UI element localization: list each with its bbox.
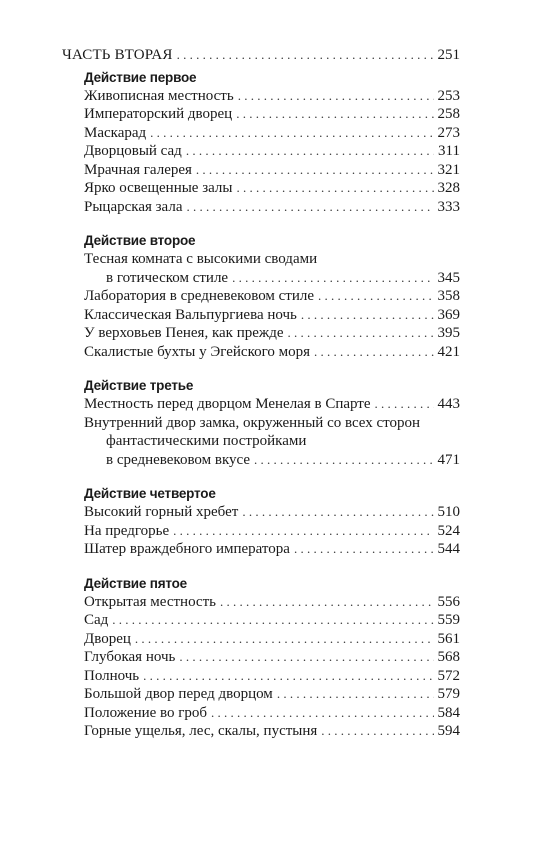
entry-title: Рыцарская зала: [84, 198, 183, 215]
entry-page-number: 369: [437, 306, 460, 323]
dot-leader: [220, 593, 434, 612]
entry-title: Горные ущелья, лес, скалы, пустыня: [84, 723, 318, 739]
entry-title-line: Внутренний двор замка, окруженный со всех сторон: [84, 414, 421, 431]
entry-page-number: 568: [437, 649, 460, 665]
entry-title: Ярко освещенные залы: [84, 180, 233, 196]
dot-leader: [321, 722, 433, 741]
dot-leader: [237, 179, 434, 198]
entry-page-number: 561: [437, 630, 460, 647]
toc-entry: [84, 630, 460, 649]
entry-page-number: 594: [437, 723, 460, 739]
dot-leader: [187, 198, 434, 217]
dot-leader: [179, 648, 433, 667]
entry-title: Скалистые бухты у Эгейского моря: [84, 343, 311, 360]
entries-list: [62, 503, 460, 559]
entry-page-number: 579: [437, 686, 460, 702]
entry-page-number: 584: [437, 704, 460, 721]
entries-list: [62, 250, 460, 361]
entry-page-number: 524: [437, 522, 460, 539]
entry-page-number: 395: [437, 325, 460, 341]
acts-list: [62, 69, 460, 741]
toc-entry: [84, 198, 460, 217]
entry-page-number: 358: [437, 288, 460, 304]
entries-list: [62, 593, 460, 741]
toc-entry: [84, 161, 460, 180]
entry-page-number: 544: [437, 541, 460, 557]
entry-title: Маскарад: [84, 124, 147, 141]
dot-leader: [186, 142, 434, 161]
entry-title: Императорский дворец: [84, 106, 233, 122]
dot-leader: [211, 704, 433, 723]
entry-page-number: 253: [437, 87, 460, 104]
entry-title: Мрачная галерея: [84, 161, 192, 178]
act-section: [62, 485, 460, 559]
dot-leader: [150, 124, 433, 143]
entry-title: в средневековом вкусе: [106, 451, 251, 468]
entry-title: Высокий горный хребет: [84, 504, 239, 520]
entry-page-number: 311: [438, 143, 460, 159]
entries-list: [62, 395, 460, 469]
toc-entry: [84, 667, 460, 686]
toc-entry: [84, 648, 460, 667]
entry-page-number: 572: [437, 667, 460, 684]
entry-title: Большой двор перед дворцом: [84, 686, 273, 702]
toc-entry: [84, 503, 460, 522]
toc-entry: [84, 704, 460, 723]
dot-leader: [236, 105, 433, 124]
act-heading: Действие четвертое: [84, 486, 216, 501]
entries-list: [62, 87, 460, 217]
toc-entry: [84, 395, 460, 414]
dot-leader: [242, 503, 433, 522]
entry-title: Живописная местность: [84, 87, 234, 104]
toc-entry: [84, 451, 460, 470]
toc-entry: [84, 306, 460, 325]
entry-page-number: 559: [437, 612, 460, 628]
dot-leader: [288, 324, 434, 343]
entry-title: Открытая местность: [84, 593, 216, 610]
act-section: [62, 69, 460, 217]
entry-title-line: Тесная комната с высокими сводами: [84, 251, 318, 267]
dot-leader: [314, 343, 433, 362]
entry-title: Лаборатория в средневековом стиле: [84, 288, 315, 304]
dot-leader: [143, 667, 433, 686]
act-section: [62, 377, 460, 469]
entry-page-number: 345: [437, 269, 460, 286]
table-of-contents: [62, 46, 460, 757]
dot-leader: [112, 611, 433, 630]
act-section: [62, 232, 460, 361]
entry-page-number: 510: [437, 504, 460, 520]
toc-entry: [84, 685, 460, 704]
dot-leader: [173, 522, 433, 541]
entry-title: в готическом стиле: [106, 269, 229, 286]
part-page-number: 251: [437, 47, 460, 63]
toc-entry: [84, 611, 460, 630]
toc-entry: [84, 324, 460, 343]
entry-page-number: 328: [437, 180, 460, 196]
toc-entry: [84, 540, 460, 559]
entry-page-number: 333: [437, 198, 460, 215]
toc-entry: [84, 343, 460, 362]
entry-title: Полночь: [84, 667, 140, 684]
toc-entry: [84, 87, 460, 106]
dot-leader: [232, 269, 433, 288]
dot-leader: [375, 395, 434, 414]
toc-entry: [84, 124, 460, 143]
act-section: [62, 575, 460, 741]
entry-page-number: 321: [437, 161, 460, 178]
act-heading: Действие первое: [84, 69, 197, 85]
entry-page-number: 471: [437, 451, 460, 468]
dot-leader: [318, 287, 433, 306]
act-heading: Действие третье: [84, 378, 194, 393]
entry-title: Шатер враждебного императора: [84, 541, 290, 557]
dot-leader: [294, 540, 434, 559]
toc-entry: [84, 179, 460, 198]
toc-entry: [84, 142, 460, 161]
entry-page-number: 273: [437, 124, 460, 141]
entry-title: Классическая Вальпургиева ночь: [84, 306, 297, 323]
entry-page-number: 421: [437, 343, 460, 360]
toc-entry: [84, 269, 460, 288]
dot-leader: [301, 306, 434, 325]
entry-title: Местность перед дворцом Менелая в Спарте: [84, 396, 371, 412]
dot-leader: [238, 87, 434, 106]
entry-title: Дворец: [84, 630, 131, 647]
dot-leader: [177, 46, 434, 65]
toc-entry: [84, 287, 460, 306]
entry-title: На предгорье: [84, 522, 170, 539]
toc-entry: [84, 722, 460, 741]
entry-title: У верховьев Пенея, как прежде: [84, 325, 284, 341]
dot-leader: [254, 451, 433, 470]
part-title: ЧАСТЬ ВТОРАЯ: [62, 47, 173, 63]
toc-entry: [84, 522, 460, 541]
act-heading: Действие второе: [84, 233, 196, 248]
entry-page-number: 556: [437, 593, 460, 610]
entry-title: Положение во гроб: [84, 704, 208, 721]
entry-title: Сад: [84, 612, 109, 628]
part-heading-row: [62, 46, 460, 65]
entry-title-line: фантастическими постройками: [106, 433, 307, 449]
dot-leader: [277, 685, 434, 704]
dot-leader: [196, 161, 434, 180]
toc-entry: [84, 593, 460, 612]
entry-page-number: 258: [437, 106, 460, 122]
entry-title: Глубокая ночь: [84, 649, 176, 665]
act-heading: Действие пятое: [84, 575, 187, 591]
dot-leader: [135, 630, 434, 649]
entry-page-number: 443: [437, 396, 460, 412]
entry-title: Дворцовый сад: [84, 143, 182, 159]
toc-entry: [84, 105, 460, 124]
